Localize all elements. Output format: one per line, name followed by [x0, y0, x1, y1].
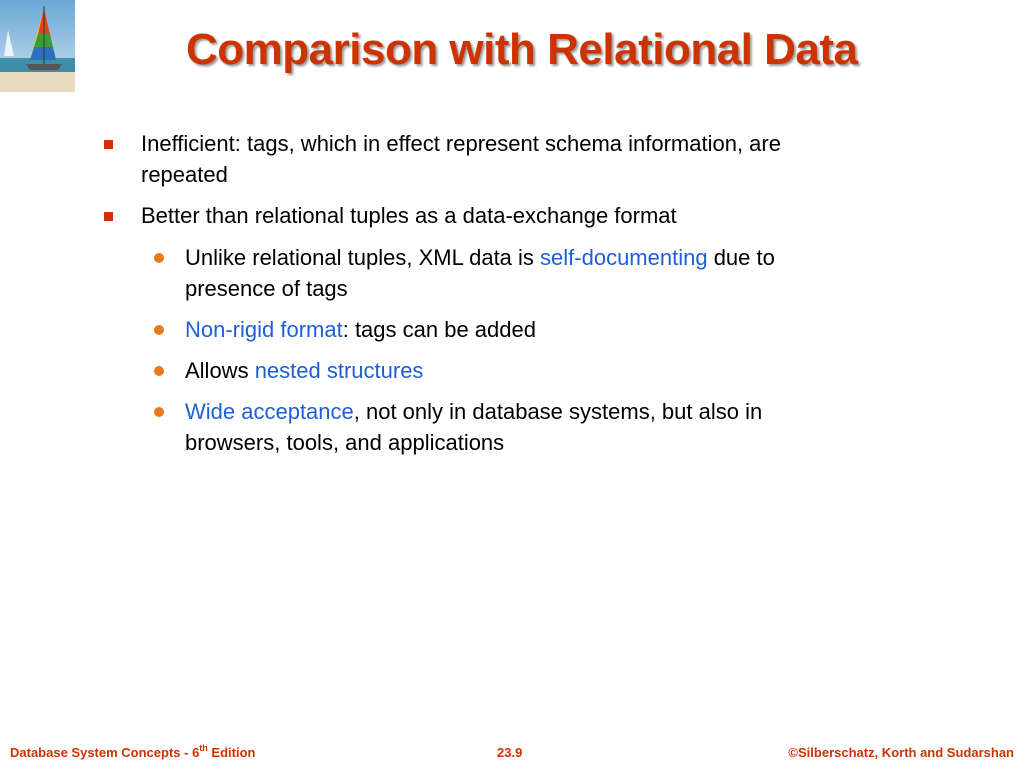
round-bullet-icon [154, 407, 164, 417]
sub-bullet-1-tail: due to [707, 245, 775, 270]
round-bullet-icon [154, 253, 164, 263]
sub-bullet-2-highlight: Non-rigid format [185, 317, 343, 342]
sub-bullet-1-highlight: self-documenting [540, 245, 708, 270]
footer-book-title-prefix: Database System Concepts - 6 [10, 745, 200, 760]
bullet-2: Better than relational tuples as a data-exchange format [141, 203, 677, 228]
sub-bullet-2-tail: : tags can be added [342, 317, 536, 342]
sub-bullet-1-line-2: presence of tags [185, 276, 348, 301]
footer-book-title [10, 745, 255, 760]
bullet-1-line-2: repeated [141, 162, 228, 187]
sub-bullet-2 [185, 314, 536, 345]
sub-bullet-4-line-1 [185, 396, 762, 427]
square-bullet-icon [104, 140, 113, 149]
sub-bullet-1-line-1 [185, 242, 775, 273]
bullet-1-line-1: Inefficient: tags, which in effect represent schema information, are [141, 131, 781, 156]
footer-copyright: ©Silberschatz, Korth and Sudarshan [788, 745, 1014, 760]
footer-page-number: 23.9 [497, 745, 523, 760]
footer-edition-sup: th [199, 743, 208, 753]
sub-bullet-4-tail: , not only in database systems, but also in [353, 399, 763, 424]
sub-bullet-4-highlight: Wide acceptance [185, 399, 354, 424]
sub-bullet-3-text: Allows [185, 358, 255, 383]
sub-bullet-4-line-2: browsers, tools, and applications [185, 430, 505, 455]
round-bullet-icon [154, 325, 164, 335]
sub-bullet-3 [185, 355, 423, 386]
slide-title: Comparison with Relational Data [186, 25, 858, 74]
footer-book-title-suffix: Edition [207, 745, 256, 760]
square-bullet-icon [104, 212, 113, 221]
sub-bullet-3-highlight: nested structures [254, 358, 424, 383]
sub-bullet-1-text: Unlike relational tuples, XML data is [185, 245, 541, 270]
round-bullet-icon [154, 366, 164, 376]
